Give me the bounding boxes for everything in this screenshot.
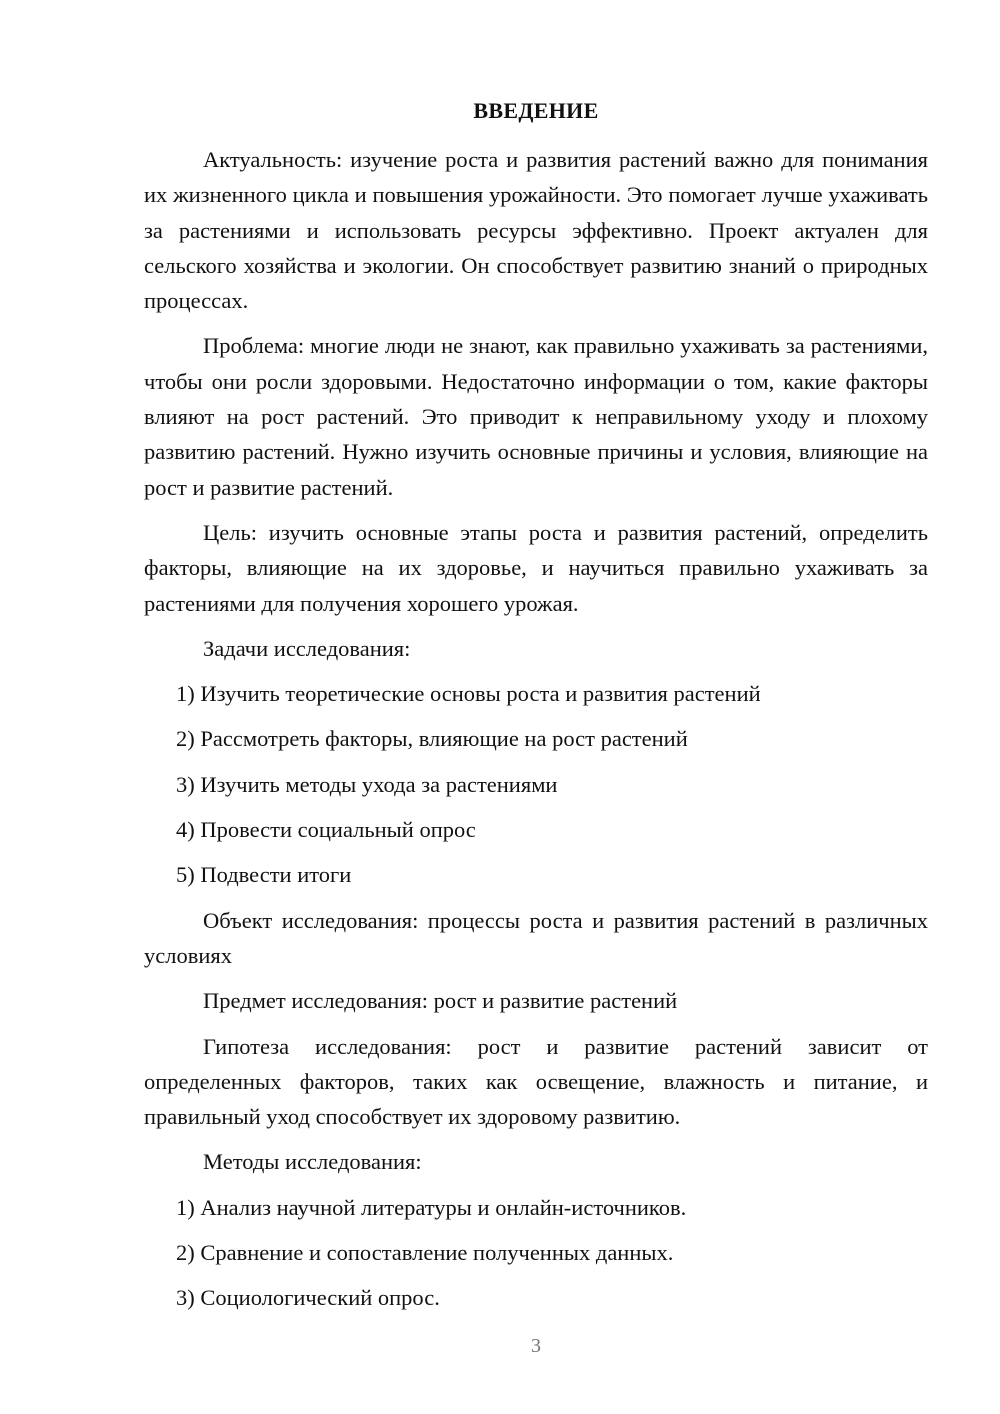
hypothesis-paragraph: Гипотеза исследования: рост и развитие растений зависит от определенных факторов, таких как освещение, влажность и питание, и правильный уход способствует их здоровому развитию. (144, 1033, 928, 1130)
list-item: 2) Рассмотреть факторы, влияющие на рост растений (176, 726, 688, 752)
document-body (144, 142, 928, 1326)
goal-paragraph: Цель: изучить основные этапы роста и развития растений, определить факторы, влияющие на их здоровье, и научиться правильно ухаживать за растениями для получения хорошего урожая. (144, 519, 928, 616)
list-item: 1) Изучить теоретические основы роста и развития растений (176, 681, 761, 707)
tasks-heading: Задачи исследования: (203, 635, 411, 661)
list-item: 4) Провести социальный опрос (176, 817, 476, 843)
list-item: 5) Подвести итоги (176, 862, 352, 888)
subject-paragraph: Предмет исследования: рост и развитие растений (203, 988, 678, 1014)
page-number: 3 (531, 1335, 541, 1357)
section-title: ВВЕДЕНИЕ (473, 98, 599, 123)
list-item: 3) Изучить методы ухода за растениями (176, 771, 558, 797)
methods-heading: Методы исследования: (203, 1149, 422, 1175)
list-item: 1) Анализ научной литературы и онлайн-источников. (176, 1194, 687, 1220)
problem-paragraph: Проблема: многие люди не знают, как правильно ухаживать за растениями, чтобы они росли здоровыми. Недостаточно информации о том, какие факторы влияют на рост растений. Это приводит к неправильному уходу и плохому развитию растений. Нужно изучить основные причины и условия, влияющие на рост и развитие растений. (144, 333, 928, 500)
tasks-list (144, 676, 928, 892)
list-item: 3) Социологический опрос. (176, 1285, 440, 1311)
relevance-paragraph: Актуальность: изучение роста и развития растений важно для понимания их жизненного цикла и повышения урожайности. Это помогает лучше ухаживать за растениями и использовать ресурсы эффективно. Проект актуален для сельского хозяйства и экологии. Он способствует развитию знаний о природных процессах. (144, 147, 928, 314)
object-paragraph: Объект исследования: процессы роста и развития растений в различных условиях (144, 907, 928, 968)
methods-list (144, 1190, 928, 1316)
list-item: 2) Сравнение и сопоставление полученных данных. (176, 1240, 674, 1266)
